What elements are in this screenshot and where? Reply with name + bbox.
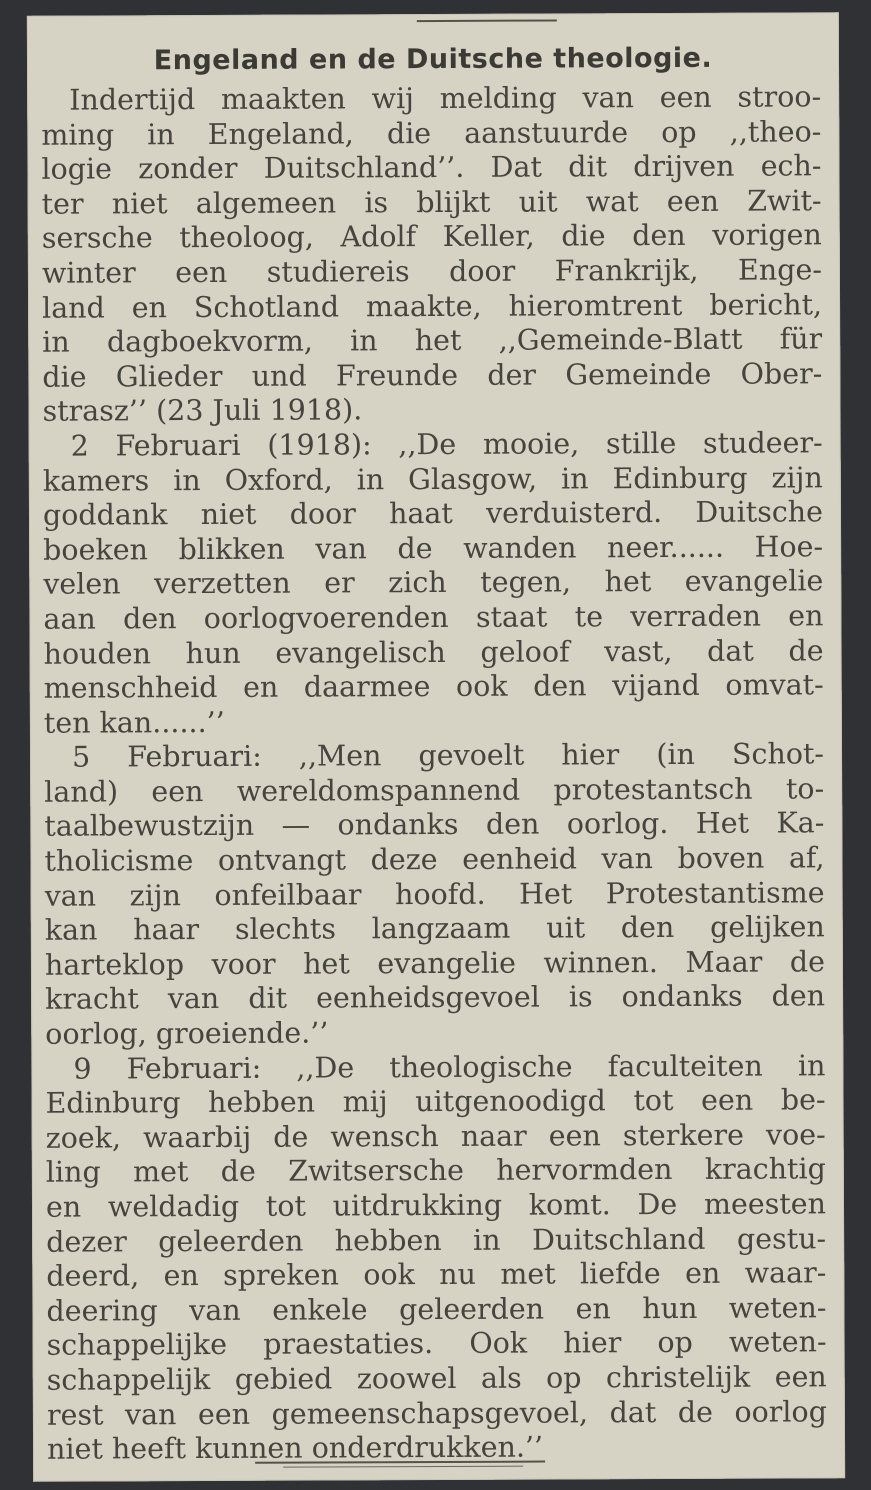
- article-headline: Engeland en de Duitsche theologie.: [153, 42, 713, 77]
- article-line: strasz’’ (23 Juli 1918).: [42, 393, 363, 429]
- article-line: ter niet algemeen is blijkt uit wat een Zwit-: [41, 184, 822, 221]
- article-line: kamers in Oxford, in Glasgow, in Edinburg zijn: [42, 460, 823, 498]
- article-line: tholicisme ontvangt deze eenheid van boven af,: [44, 841, 825, 878]
- article-line: schappelijke praestaties. Ook hier op weten-: [46, 1325, 827, 1363]
- article-line: goddank niet door haat verduisterd. Duitsche: [42, 495, 824, 532]
- article-body: [41, 80, 827, 1467]
- article-line: menschheid en daarmee ook den vijand omvat-: [43, 668, 824, 705]
- article-line: land) een wereldomspannend protestantsch to-: [44, 772, 825, 809]
- article-line: van zijn onfeilbaar hoofd. Het Protestantisme: [44, 875, 825, 913]
- article-line: en weldadig tot uitdrukking komt. De meesten: [45, 1187, 827, 1224]
- article-line: 9 Februari: ,,De theologische faculteiten in: [73, 1048, 826, 1086]
- article-line: dezer geleerden hebben in Duitschland gestu-: [46, 1221, 827, 1259]
- article-line: deerd, en spreken ook nu met liefde en waar-: [46, 1256, 827, 1293]
- article-line: taalbewustzijn — ondanks den oorlog. Het Ka-: [44, 806, 825, 844]
- article-line: oorlog, groeiende.’’: [45, 1016, 329, 1051]
- newspaper-clipping: [27, 12, 845, 1482]
- article-line: Edinburg hebben mij uitgenoodigd tot een be-: [45, 1083, 826, 1120]
- article-line: sersche theoloog, Adolf Keller, die den vorigen: [41, 218, 822, 256]
- article-line: ten kan......’’: [43, 705, 225, 740]
- article-line: kan haar slechts langzaam uit den gelijken: [44, 910, 825, 947]
- article-line: schappelijk gebied zoowel als op christelijk een: [46, 1360, 827, 1397]
- article-line: 2 Februari (1918): ,,De mooie, stille studeer-: [70, 426, 823, 463]
- article-line: in dagboekvorm, in het ,,Gemeinde-Blatt für: [42, 322, 823, 359]
- article-line: velen verzetten er zich tegen, het evangelie: [43, 564, 824, 602]
- bottom-divider-rule-thin: [283, 1466, 523, 1468]
- article-line: land en Schotland maakte, hieromtrent bericht,: [42, 287, 823, 325]
- article-line: rest van een gemeenschapsgevoel, dat de oorlog: [46, 1394, 827, 1432]
- article-line: harteklop voor het evangelie winnen. Maar de: [44, 945, 826, 982]
- article-line: houden hun evangelisch geloof vast, dat de: [43, 633, 824, 671]
- article-line: zoek, waarbij de wensch naar een sterkere voe-: [45, 1118, 826, 1155]
- article-line: 5 Februari: ,,Men gevoelt hier (in Schot-: [71, 737, 825, 774]
- article-line: winter een studiereis door Frankrijk, Enge-: [41, 253, 822, 290]
- article-line: Indertijd maakten wij melding van een stroo-: [69, 80, 822, 117]
- article-line: kracht van dit eenheidsgevoel is ondanks den: [45, 979, 826, 1017]
- article-line: boeken blikken van de wanden neer...... Hoe-: [43, 530, 824, 567]
- article-line: ling met de Zwitsersche hervormden krachtig: [45, 1152, 826, 1190]
- article-line: deering van enkele geleerden en hun weten-: [46, 1291, 827, 1328]
- article-line: aan den oorlogvoerenden staat te verraden en: [43, 599, 824, 636]
- article-line: niet heeft kunnen onderdrukken.’’: [46, 1430, 544, 1466]
- top-divider-rule: [417, 19, 557, 22]
- article-line: die Glieder und Freunde der Gemeinde Ober-: [42, 357, 823, 394]
- article-line: logie zonder Duitschland’’. Dat dit drijven ech-: [41, 149, 822, 186]
- article-line: ming in Engeland, die aanstuurde op ,,theo-: [41, 114, 822, 152]
